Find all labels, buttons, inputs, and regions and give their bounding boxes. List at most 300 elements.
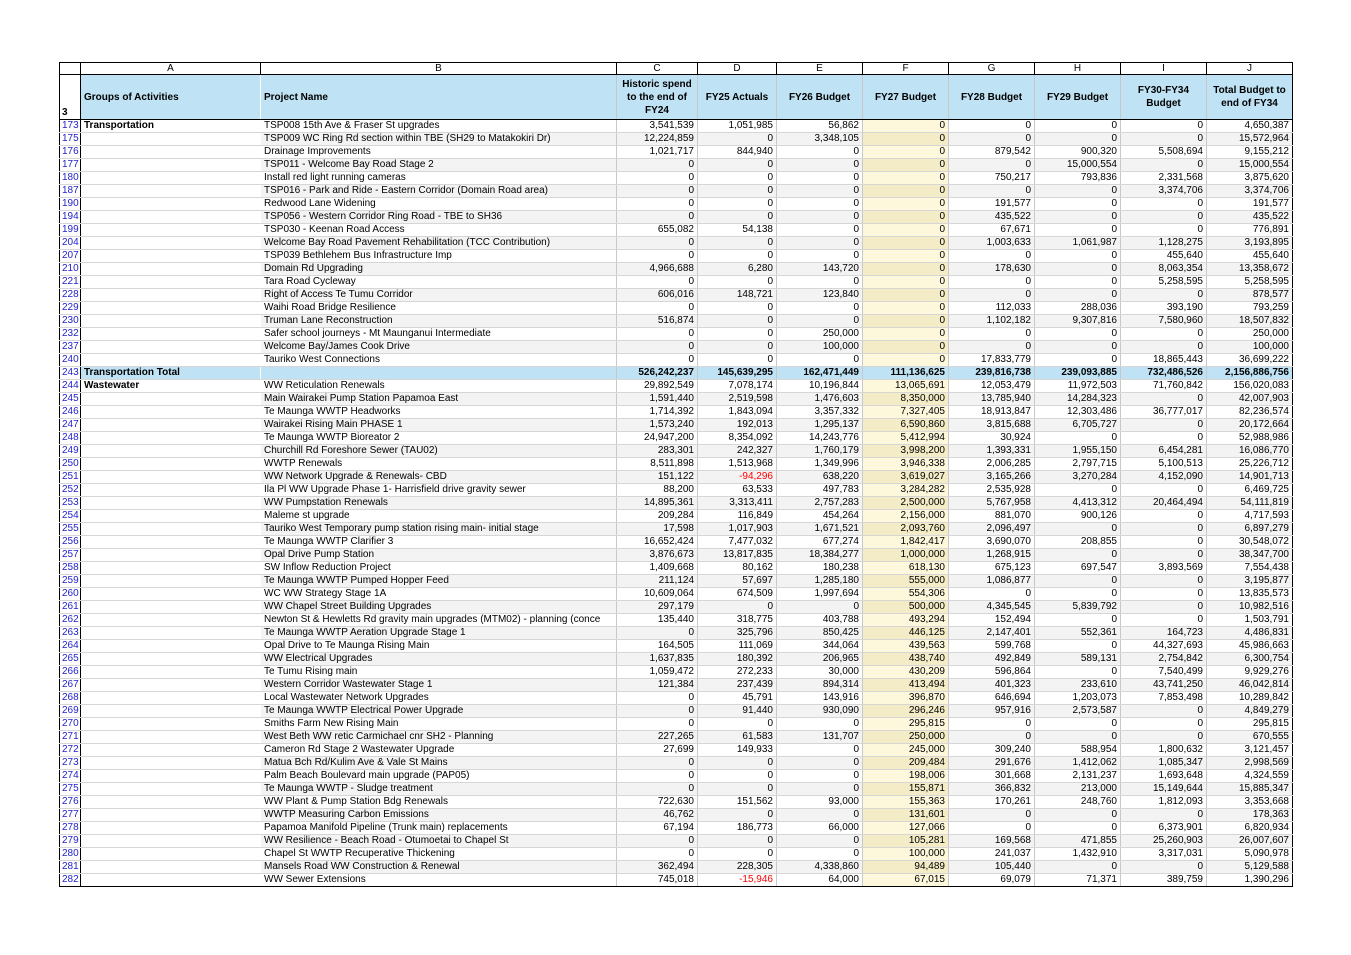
fy25-actuals-cell[interactable]: 116,849 xyxy=(698,510,777,523)
fy29-budget-cell[interactable]: 0 xyxy=(1035,640,1121,653)
fy30-fy34-budget-cell[interactable]: 732,486,526 xyxy=(1121,367,1207,380)
fy26-budget-cell[interactable]: 0 xyxy=(777,757,863,770)
fy26-budget-cell[interactable]: 100,000 xyxy=(777,341,863,354)
group-cell[interactable] xyxy=(81,627,261,640)
header-total-budget[interactable]: Total Budget to end of FY34 xyxy=(1207,75,1293,120)
project-name-cell[interactable]: WW Electrical Upgrades xyxy=(261,653,617,666)
historic-spend-cell[interactable]: 67,194 xyxy=(617,822,698,835)
fy27-budget-cell[interactable]: 250,000 xyxy=(863,731,949,744)
fy26-budget-cell[interactable]: 0 xyxy=(777,770,863,783)
fy27-budget-cell[interactable]: 67,015 xyxy=(863,874,949,887)
fy25-actuals-cell[interactable]: 0 xyxy=(698,237,777,250)
fy28-budget-cell[interactable]: 2,096,497 xyxy=(949,523,1035,536)
row-number[interactable]: 194 xyxy=(60,211,81,224)
fy25-actuals-cell[interactable]: 0 xyxy=(698,718,777,731)
fy25-actuals-cell[interactable]: 149,933 xyxy=(698,744,777,757)
fy28-budget-cell[interactable]: 0 xyxy=(949,731,1035,744)
fy25-actuals-cell[interactable]: 0 xyxy=(698,341,777,354)
historic-spend-cell[interactable]: 3,541,539 xyxy=(617,120,698,133)
fy27-budget-cell[interactable]: 0 xyxy=(863,133,949,146)
row-number[interactable]: 199 xyxy=(60,224,81,237)
project-name-cell[interactable]: WW Pumpstation Renewals xyxy=(261,497,617,510)
total-budget-cell[interactable]: 3,195,877 xyxy=(1207,575,1293,588)
historic-spend-cell[interactable]: 0 xyxy=(617,354,698,367)
group-cell[interactable] xyxy=(81,614,261,627)
group-cell[interactable] xyxy=(81,419,261,432)
fy30-fy34-budget-cell[interactable]: 71,760,842 xyxy=(1121,380,1207,393)
total-budget-cell[interactable]: 3,193,895 xyxy=(1207,237,1293,250)
fy27-budget-cell[interactable]: 7,327,405 xyxy=(863,406,949,419)
fy27-budget-cell[interactable]: 0 xyxy=(863,289,949,302)
fy28-budget-cell[interactable]: 239,816,738 xyxy=(949,367,1035,380)
fy25-actuals-cell[interactable]: 192,013 xyxy=(698,419,777,432)
fy30-fy34-budget-cell[interactable]: 1,800,632 xyxy=(1121,744,1207,757)
fy29-budget-cell[interactable]: 0 xyxy=(1035,328,1121,341)
fy26-budget-cell[interactable]: 0 xyxy=(777,783,863,796)
fy26-budget-cell[interactable]: 0 xyxy=(777,198,863,211)
project-name-cell[interactable]: TSP056 - Western Corridor Ring Road - TBE to SH36 xyxy=(261,211,617,224)
fy28-budget-cell[interactable]: 5,767,958 xyxy=(949,497,1035,510)
fy27-budget-cell[interactable]: 3,284,282 xyxy=(863,484,949,497)
fy29-budget-cell[interactable]: 0 xyxy=(1035,198,1121,211)
fy30-fy34-budget-cell[interactable]: 0 xyxy=(1121,549,1207,562)
historic-spend-cell[interactable]: 283,301 xyxy=(617,445,698,458)
historic-spend-cell[interactable]: 297,179 xyxy=(617,601,698,614)
total-budget-cell[interactable]: 250,000 xyxy=(1207,328,1293,341)
total-budget-cell[interactable]: 5,129,588 xyxy=(1207,861,1293,874)
group-cell[interactable] xyxy=(81,705,261,718)
fy27-budget-cell[interactable]: 0 xyxy=(863,315,949,328)
project-name-cell[interactable]: WW Network Upgrade & Renewals- CBD xyxy=(261,471,617,484)
project-name-cell[interactable]: WW Reticulation Renewals xyxy=(261,380,617,393)
fy28-budget-cell[interactable]: 291,676 xyxy=(949,757,1035,770)
historic-spend-cell[interactable]: 606,016 xyxy=(617,289,698,302)
column-header-i[interactable]: I xyxy=(1121,63,1207,75)
row-number[interactable]: 207 xyxy=(60,250,81,263)
historic-spend-cell[interactable]: 164,505 xyxy=(617,640,698,653)
header-historic-spend[interactable]: Historic spend to the end of FY24 xyxy=(617,75,698,120)
fy26-budget-cell[interactable]: 180,238 xyxy=(777,562,863,575)
historic-spend-cell[interactable]: 0 xyxy=(617,211,698,224)
historic-spend-cell[interactable]: 0 xyxy=(617,627,698,640)
historic-spend-cell[interactable]: 10,609,064 xyxy=(617,588,698,601)
fy25-actuals-cell[interactable]: 80,162 xyxy=(698,562,777,575)
fy29-budget-cell[interactable]: 0 xyxy=(1035,289,1121,302)
fy27-budget-cell[interactable]: 8,350,000 xyxy=(863,393,949,406)
fy25-actuals-cell[interactable]: 0 xyxy=(698,250,777,263)
group-cell[interactable] xyxy=(81,159,261,172)
row-number[interactable]: 251 xyxy=(60,471,81,484)
group-cell[interactable] xyxy=(81,757,261,770)
group-cell[interactable] xyxy=(81,809,261,822)
total-budget-cell[interactable]: 13,358,672 xyxy=(1207,263,1293,276)
row-number[interactable]: 274 xyxy=(60,770,81,783)
group-cell[interactable] xyxy=(81,562,261,575)
fy28-budget-cell[interactable]: 191,577 xyxy=(949,198,1035,211)
fy29-budget-cell[interactable]: 2,131,237 xyxy=(1035,770,1121,783)
row-number[interactable]: 276 xyxy=(60,796,81,809)
fy30-fy34-budget-cell[interactable]: 6,454,281 xyxy=(1121,445,1207,458)
fy26-budget-cell[interactable]: 0 xyxy=(777,809,863,822)
row-number[interactable]: 240 xyxy=(60,354,81,367)
total-budget-cell[interactable]: 36,699,222 xyxy=(1207,354,1293,367)
fy28-budget-cell[interactable]: 1,102,182 xyxy=(949,315,1035,328)
fy25-actuals-cell[interactable]: 0 xyxy=(698,757,777,770)
fy25-actuals-cell[interactable]: 91,440 xyxy=(698,705,777,718)
fy25-actuals-cell[interactable]: 6,280 xyxy=(698,263,777,276)
project-name-cell[interactable]: Safer school journeys - Mt Maunganui Intermediate xyxy=(261,328,617,341)
group-cell[interactable] xyxy=(81,289,261,302)
total-budget-cell[interactable]: 15,572,964 xyxy=(1207,133,1293,146)
group-cell[interactable] xyxy=(81,549,261,562)
fy29-budget-cell[interactable]: 0 xyxy=(1035,523,1121,536)
total-budget-cell[interactable]: 16,086,770 xyxy=(1207,445,1293,458)
fy27-budget-cell[interactable]: 0 xyxy=(863,341,949,354)
project-name-cell[interactable]: TSP016 - Park and Ride - Eastern Corridor (Domain Road area) xyxy=(261,185,617,198)
fy28-budget-cell[interactable]: 2,147,401 xyxy=(949,627,1035,640)
fy27-budget-cell[interactable]: 13,065,691 xyxy=(863,380,949,393)
fy29-budget-cell[interactable]: 1,955,150 xyxy=(1035,445,1121,458)
fy30-fy34-budget-cell[interactable]: 43,741,250 xyxy=(1121,679,1207,692)
total-budget-cell[interactable]: 4,486,831 xyxy=(1207,627,1293,640)
project-name-cell[interactable]: Waihi Road Bridge Resilience xyxy=(261,302,617,315)
row-number[interactable]: 177 xyxy=(60,159,81,172)
total-budget-cell[interactable]: 1,503,791 xyxy=(1207,614,1293,627)
fy29-budget-cell[interactable]: 288,036 xyxy=(1035,302,1121,315)
fy30-fy34-budget-cell[interactable]: 25,260,903 xyxy=(1121,835,1207,848)
fy26-budget-cell[interactable]: 0 xyxy=(777,250,863,263)
total-budget-cell[interactable]: 15,885,347 xyxy=(1207,783,1293,796)
row-number[interactable]: 175 xyxy=(60,133,81,146)
fy25-actuals-cell[interactable]: 0 xyxy=(698,315,777,328)
fy29-budget-cell[interactable]: 15,000,554 xyxy=(1035,159,1121,172)
fy29-budget-cell[interactable]: 0 xyxy=(1035,549,1121,562)
fy27-budget-cell[interactable]: 209,484 xyxy=(863,757,949,770)
fy29-budget-cell[interactable]: 471,855 xyxy=(1035,835,1121,848)
row-number[interactable]: 252 xyxy=(60,484,81,497)
total-budget-cell[interactable]: 1,390,296 xyxy=(1207,874,1293,887)
fy25-actuals-cell[interactable]: 7,477,032 xyxy=(698,536,777,549)
fy28-budget-cell[interactable]: 301,668 xyxy=(949,770,1035,783)
group-cell[interactable] xyxy=(81,640,261,653)
fy25-actuals-cell[interactable]: -94,296 xyxy=(698,471,777,484)
project-name-cell[interactable]: Te Maunga WWTP Headworks xyxy=(261,406,617,419)
fy28-budget-cell[interactable]: 30,924 xyxy=(949,432,1035,445)
project-name-cell[interactable]: WW Plant & Pump Station Bdg Renewals xyxy=(261,796,617,809)
fy26-budget-cell[interactable]: 0 xyxy=(777,718,863,731)
fy30-fy34-budget-cell[interactable]: 1,128,275 xyxy=(1121,237,1207,250)
fy28-budget-cell[interactable]: 241,037 xyxy=(949,848,1035,861)
total-budget-cell[interactable]: 2,156,886,756 xyxy=(1207,367,1293,380)
fy26-budget-cell[interactable]: 250,000 xyxy=(777,328,863,341)
header-groups-of-activities[interactable]: Groups of Activities xyxy=(81,75,261,120)
fy27-budget-cell[interactable]: 94,489 xyxy=(863,861,949,874)
column-header-f[interactable]: F xyxy=(863,63,949,75)
fy28-budget-cell[interactable]: 152,494 xyxy=(949,614,1035,627)
group-cell[interactable]: Transportation Total xyxy=(81,367,261,380)
group-cell[interactable] xyxy=(81,328,261,341)
project-name-cell[interactable]: Cameron Rd Stage 2 Wastewater Upgrade xyxy=(261,744,617,757)
fy27-budget-cell[interactable]: 493,294 xyxy=(863,614,949,627)
fy28-budget-cell[interactable]: 1,393,331 xyxy=(949,445,1035,458)
fy26-budget-cell[interactable]: 930,090 xyxy=(777,705,863,718)
group-cell[interactable] xyxy=(81,601,261,614)
group-cell[interactable] xyxy=(81,718,261,731)
fy25-actuals-cell[interactable]: 186,773 xyxy=(698,822,777,835)
total-budget-cell[interactable]: 15,000,554 xyxy=(1207,159,1293,172)
fy28-budget-cell[interactable]: 0 xyxy=(949,159,1035,172)
group-cell[interactable] xyxy=(81,510,261,523)
project-name-cell[interactable]: SW Inflow Reduction Project xyxy=(261,562,617,575)
fy27-budget-cell[interactable]: 0 xyxy=(863,185,949,198)
fy26-budget-cell[interactable]: 0 xyxy=(777,159,863,172)
project-name-cell[interactable]: Welcome Bay Road Pavement Rehabilitation (TCC Contribution) xyxy=(261,237,617,250)
fy26-budget-cell[interactable]: 0 xyxy=(777,224,863,237)
row-number[interactable]: 250 xyxy=(60,458,81,471)
fy25-actuals-cell[interactable]: 228,305 xyxy=(698,861,777,874)
historic-spend-cell[interactable]: 1,059,472 xyxy=(617,666,698,679)
fy29-budget-cell[interactable]: 233,610 xyxy=(1035,679,1121,692)
fy26-budget-cell[interactable]: 3,357,332 xyxy=(777,406,863,419)
fy29-budget-cell[interactable]: 9,307,816 xyxy=(1035,315,1121,328)
fy28-budget-cell[interactable]: 750,217 xyxy=(949,172,1035,185)
row-number[interactable]: 249 xyxy=(60,445,81,458)
fy30-fy34-budget-cell[interactable]: 36,777,017 xyxy=(1121,406,1207,419)
fy27-budget-cell[interactable]: 131,601 xyxy=(863,809,949,822)
fy30-fy34-budget-cell[interactable]: 1,085,347 xyxy=(1121,757,1207,770)
fy25-actuals-cell[interactable]: 148,721 xyxy=(698,289,777,302)
total-budget-cell[interactable]: 45,986,663 xyxy=(1207,640,1293,653)
project-name-cell[interactable]: TSP030 - Keenan Road Access xyxy=(261,224,617,237)
fy28-budget-cell[interactable]: 112,033 xyxy=(949,302,1035,315)
fy25-actuals-cell[interactable]: 111,069 xyxy=(698,640,777,653)
fy27-budget-cell[interactable]: 100,000 xyxy=(863,848,949,861)
total-budget-cell[interactable]: 46,042,814 xyxy=(1207,679,1293,692)
fy26-budget-cell[interactable]: 123,840 xyxy=(777,289,863,302)
total-budget-cell[interactable]: 156,020,083 xyxy=(1207,380,1293,393)
row-number[interactable]: 253 xyxy=(60,497,81,510)
fy29-budget-cell[interactable]: 0 xyxy=(1035,575,1121,588)
row-number[interactable]: 266 xyxy=(60,666,81,679)
total-budget-cell[interactable]: 9,155,212 xyxy=(1207,146,1293,159)
row-number[interactable]: 228 xyxy=(60,289,81,302)
row-number[interactable]: 256 xyxy=(60,536,81,549)
total-budget-cell[interactable]: 52,988,986 xyxy=(1207,432,1293,445)
fy28-budget-cell[interactable]: 3,690,070 xyxy=(949,536,1035,549)
fy26-budget-cell[interactable]: 64,000 xyxy=(777,874,863,887)
fy26-budget-cell[interactable]: 1,295,137 xyxy=(777,419,863,432)
fy30-fy34-budget-cell[interactable]: 5,100,513 xyxy=(1121,458,1207,471)
fy28-budget-cell[interactable]: 596,864 xyxy=(949,666,1035,679)
total-budget-cell[interactable]: 295,815 xyxy=(1207,718,1293,731)
historic-spend-cell[interactable]: 0 xyxy=(617,783,698,796)
fy28-budget-cell[interactable]: 18,913,847 xyxy=(949,406,1035,419)
fy28-budget-cell[interactable]: 69,079 xyxy=(949,874,1035,887)
historic-spend-cell[interactable]: 0 xyxy=(617,328,698,341)
historic-spend-cell[interactable]: 0 xyxy=(617,250,698,263)
fy30-fy34-budget-cell[interactable]: 0 xyxy=(1121,861,1207,874)
total-budget-cell[interactable]: 38,347,700 xyxy=(1207,549,1293,562)
total-budget-cell[interactable]: 54,111,819 xyxy=(1207,497,1293,510)
total-budget-cell[interactable]: 3,875,620 xyxy=(1207,172,1293,185)
row-number[interactable]: 229 xyxy=(60,302,81,315)
row-number[interactable]: 275 xyxy=(60,783,81,796)
project-name-cell[interactable]: TSP008 15th Ave & Fraser St upgrades xyxy=(261,120,617,133)
fy29-budget-cell[interactable]: 208,855 xyxy=(1035,536,1121,549)
fy27-budget-cell[interactable]: 0 xyxy=(863,172,949,185)
fy28-budget-cell[interactable]: 105,440 xyxy=(949,861,1035,874)
fy28-budget-cell[interactable]: 0 xyxy=(949,341,1035,354)
historic-spend-cell[interactable]: 14,895,361 xyxy=(617,497,698,510)
column-header-h[interactable]: H xyxy=(1035,63,1121,75)
fy26-budget-cell[interactable]: 162,471,449 xyxy=(777,367,863,380)
fy29-budget-cell[interactable]: 588,954 xyxy=(1035,744,1121,757)
fy27-budget-cell[interactable]: 2,500,000 xyxy=(863,497,949,510)
group-cell[interactable] xyxy=(81,666,261,679)
row-number[interactable]: 278 xyxy=(60,822,81,835)
fy25-actuals-cell[interactable]: 0 xyxy=(698,159,777,172)
fy26-budget-cell[interactable]: 0 xyxy=(777,601,863,614)
row-number[interactable]: 279 xyxy=(60,835,81,848)
fy27-budget-cell[interactable]: 2,156,000 xyxy=(863,510,949,523)
fy26-budget-cell[interactable]: 131,707 xyxy=(777,731,863,744)
total-budget-cell[interactable]: 18,507,832 xyxy=(1207,315,1293,328)
fy29-budget-cell[interactable]: 1,061,987 xyxy=(1035,237,1121,250)
project-name-cell[interactable]: Matua Bch Rd/Kulim Ave & Vale St Mains xyxy=(261,757,617,770)
fy26-budget-cell[interactable]: 1,760,179 xyxy=(777,445,863,458)
fy30-fy34-budget-cell[interactable]: 0 xyxy=(1121,523,1207,536)
fy27-budget-cell[interactable]: 6,590,860 xyxy=(863,419,949,432)
fy28-budget-cell[interactable]: 401,323 xyxy=(949,679,1035,692)
fy28-budget-cell[interactable]: 178,630 xyxy=(949,263,1035,276)
fy30-fy34-budget-cell[interactable]: 15,149,644 xyxy=(1121,783,1207,796)
historic-spend-cell[interactable]: 0 xyxy=(617,835,698,848)
fy29-budget-cell[interactable]: 2,797,715 xyxy=(1035,458,1121,471)
project-name-cell[interactable]: WW Resilience - Beach Road - Otumoetai to Chapel St xyxy=(261,835,617,848)
historic-spend-cell[interactable]: 8,511,898 xyxy=(617,458,698,471)
fy26-budget-cell[interactable]: 403,788 xyxy=(777,614,863,627)
fy30-fy34-budget-cell[interactable]: 0 xyxy=(1121,614,1207,627)
fy25-actuals-cell[interactable]: 63,533 xyxy=(698,484,777,497)
group-cell[interactable] xyxy=(81,497,261,510)
column-header-c[interactable]: C xyxy=(617,63,698,75)
project-name-cell[interactable]: Ila Pl WW Upgrade Phase 1- Harrisfield drive gravity sewer xyxy=(261,484,617,497)
historic-spend-cell[interactable]: 17,598 xyxy=(617,523,698,536)
fy25-actuals-cell[interactable]: 242,327 xyxy=(698,445,777,458)
fy25-actuals-cell[interactable]: 145,639,295 xyxy=(698,367,777,380)
fy30-fy34-budget-cell[interactable]: 0 xyxy=(1121,731,1207,744)
group-cell[interactable] xyxy=(81,432,261,445)
historic-spend-cell[interactable]: 655,082 xyxy=(617,224,698,237)
fy30-fy34-budget-cell[interactable]: 3,317,031 xyxy=(1121,848,1207,861)
group-cell[interactable] xyxy=(81,263,261,276)
project-name-cell[interactable]: Opal Drive Pump Station xyxy=(261,549,617,562)
historic-spend-cell[interactable]: 0 xyxy=(617,848,698,861)
total-budget-cell[interactable]: 42,007,903 xyxy=(1207,393,1293,406)
group-cell[interactable] xyxy=(81,575,261,588)
total-budget-cell[interactable]: 25,226,712 xyxy=(1207,458,1293,471)
group-cell[interactable] xyxy=(81,835,261,848)
fy26-budget-cell[interactable]: 850,425 xyxy=(777,627,863,640)
column-header-j[interactable]: J xyxy=(1207,63,1293,75)
total-budget-cell[interactable]: 4,324,559 xyxy=(1207,770,1293,783)
project-name-cell[interactable] xyxy=(261,367,617,380)
fy25-actuals-cell[interactable]: 180,392 xyxy=(698,653,777,666)
fy28-budget-cell[interactable]: 170,261 xyxy=(949,796,1035,809)
total-budget-cell[interactable]: 776,891 xyxy=(1207,224,1293,237)
fy29-budget-cell[interactable]: 0 xyxy=(1035,588,1121,601)
fy29-budget-cell[interactable]: 1,432,910 xyxy=(1035,848,1121,861)
header-fy25-actuals[interactable]: FY25 Actuals xyxy=(698,75,777,120)
fy25-actuals-cell[interactable]: -15,946 xyxy=(698,874,777,887)
fy30-fy34-budget-cell[interactable]: 2,331,568 xyxy=(1121,172,1207,185)
fy29-budget-cell[interactable]: 0 xyxy=(1035,133,1121,146)
fy28-budget-cell[interactable]: 12,053,479 xyxy=(949,380,1035,393)
fy25-actuals-cell[interactable]: 0 xyxy=(698,133,777,146)
fy28-budget-cell[interactable]: 957,916 xyxy=(949,705,1035,718)
fy30-fy34-budget-cell[interactable]: 3,374,706 xyxy=(1121,185,1207,198)
fy27-budget-cell[interactable]: 396,870 xyxy=(863,692,949,705)
project-name-cell[interactable]: Local Wastewater Network Upgrades xyxy=(261,692,617,705)
fy30-fy34-budget-cell[interactable]: 0 xyxy=(1121,601,1207,614)
group-cell[interactable] xyxy=(81,146,261,159)
fy26-budget-cell[interactable]: 0 xyxy=(777,744,863,757)
historic-spend-cell[interactable]: 526,242,237 xyxy=(617,367,698,380)
row-number[interactable]: 244 xyxy=(60,380,81,393)
group-cell[interactable] xyxy=(81,315,261,328)
fy25-actuals-cell[interactable]: 8,354,092 xyxy=(698,432,777,445)
fy30-fy34-budget-cell[interactable]: 4,152,090 xyxy=(1121,471,1207,484)
fy26-budget-cell[interactable]: 0 xyxy=(777,185,863,198)
fy28-budget-cell[interactable]: 0 xyxy=(949,289,1035,302)
fy26-budget-cell[interactable]: 18,384,277 xyxy=(777,549,863,562)
total-budget-cell[interactable]: 178,363 xyxy=(1207,809,1293,822)
total-budget-cell[interactable]: 3,374,706 xyxy=(1207,185,1293,198)
fy27-budget-cell[interactable]: 413,494 xyxy=(863,679,949,692)
total-budget-cell[interactable]: 6,469,725 xyxy=(1207,484,1293,497)
historic-spend-cell[interactable]: 24,947,200 xyxy=(617,432,698,445)
fy26-budget-cell[interactable]: 0 xyxy=(777,237,863,250)
group-cell[interactable] xyxy=(81,471,261,484)
project-name-cell[interactable]: Tauriko West Connections xyxy=(261,354,617,367)
historic-spend-cell[interactable]: 0 xyxy=(617,705,698,718)
total-budget-cell[interactable]: 6,300,754 xyxy=(1207,653,1293,666)
project-name-cell[interactable]: Te Maunga WWTP Pumped Hopper Feed xyxy=(261,575,617,588)
project-name-cell[interactable]: Redwood Lane Widening xyxy=(261,198,617,211)
project-name-cell[interactable]: Te Maunga WWTP - Sludge treatment xyxy=(261,783,617,796)
group-cell[interactable] xyxy=(81,744,261,757)
project-name-cell[interactable]: WWTP Renewals xyxy=(261,458,617,471)
fy25-actuals-cell[interactable]: 0 xyxy=(698,211,777,224)
historic-spend-cell[interactable]: 0 xyxy=(617,159,698,172)
row-number[interactable]: 257 xyxy=(60,549,81,562)
fy25-actuals-cell[interactable]: 0 xyxy=(698,172,777,185)
project-name-cell[interactable]: WW Sewer Extensions xyxy=(261,874,617,887)
group-cell[interactable] xyxy=(81,393,261,406)
historic-spend-cell[interactable]: 0 xyxy=(617,770,698,783)
total-budget-cell[interactable]: 30,548,072 xyxy=(1207,536,1293,549)
total-budget-cell[interactable]: 4,717,593 xyxy=(1207,510,1293,523)
row-number[interactable]: 180 xyxy=(60,172,81,185)
fy25-actuals-cell[interactable]: 0 xyxy=(698,354,777,367)
fy27-budget-cell[interactable]: 500,000 xyxy=(863,601,949,614)
row-number[interactable]: 282 xyxy=(60,874,81,887)
column-header-e[interactable]: E xyxy=(777,63,863,75)
fy29-budget-cell[interactable]: 0 xyxy=(1035,185,1121,198)
fy27-budget-cell[interactable]: 1,000,000 xyxy=(863,549,949,562)
row-number[interactable]: 254 xyxy=(60,510,81,523)
total-budget-cell[interactable]: 191,577 xyxy=(1207,198,1293,211)
